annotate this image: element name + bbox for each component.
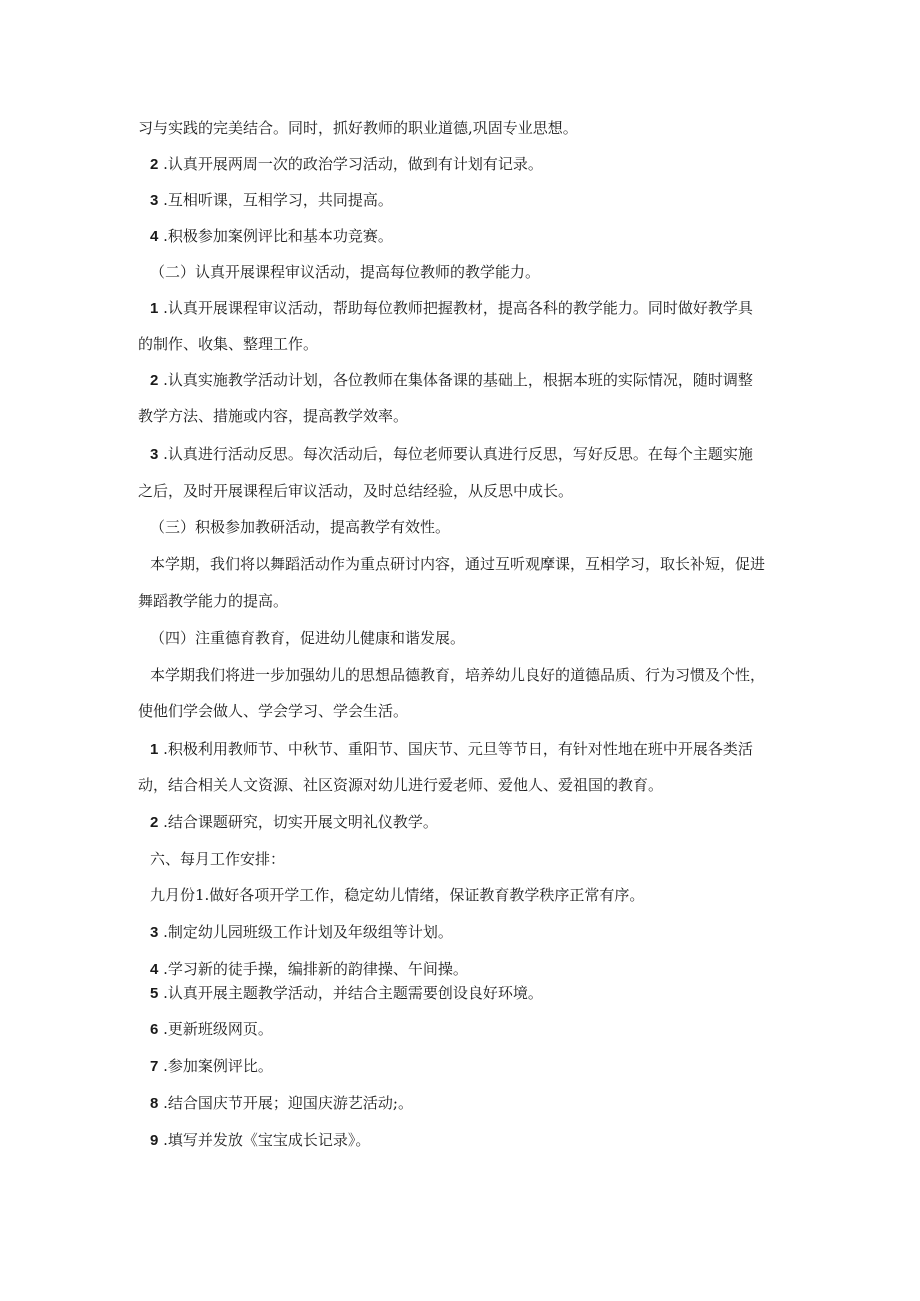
list-item-2 [150,154,543,175]
item-number: 5 [150,985,159,1002]
list-item-9 [150,1130,370,1151]
item-number: 2 [150,814,159,831]
list-item-4 [150,959,468,980]
item-number: 1 [150,741,159,758]
paragraph-line: 九月份1.做好各项开学工作，稳定幼儿情绪，保证教育教学秩序正常有序。 [150,886,645,904]
item-number: 9 [150,1132,159,1149]
item-number: 3 [150,192,159,209]
item-number: 4 [150,228,159,245]
text-line-continued: 教学方法、措施或内容，提高教学效率。 [138,407,409,425]
item-text: .填写并发放《宝宝成长记录》。 [163,1131,371,1149]
section-heading-4: （四）注重德育教育，促进幼儿健康和谐发展。 [150,629,466,647]
item-text: .制定幼儿园班级工作计划及年级组等计划。 [163,923,453,941]
list-item-8 [150,1093,413,1114]
section-heading-3: （三）积极参加教研活动，提高教学有效性。 [150,518,451,536]
item-number: 2 [150,372,159,389]
list-item-3 [150,444,753,465]
list-item-1 [150,298,753,319]
item-text: .认真开展课程审议活动，帮助每位教师把握教材，提高各科的教学能力。同时做好教学具 [163,299,753,317]
text-line-1: 习与实践的完美结合。同时，抓好教师的职业道德,巩固专业思想。 [138,119,578,137]
list-item-6 [150,1019,273,1040]
section-heading-2: （二）认真开展课程审议活动，提高每位教师的教学能力。 [150,263,541,281]
list-item-2 [150,370,753,391]
item-text: .结合国庆节开展；迎国庆游艺活动;。 [163,1094,413,1112]
item-text: .认真开展两周一次的政治学习活动，做到有计划有记录。 [163,155,543,173]
item-number: 3 [150,924,159,941]
list-item-1 [150,739,753,760]
item-text: .参加案例评比。 [163,1057,273,1075]
list-item-5 [150,983,543,1004]
list-item-7 [150,1056,273,1077]
item-number: 7 [150,1058,159,1075]
item-text: .认真实施教学活动计划，各位教师在集体备课的基础上，根据本班的实际情况，随时调整 [163,371,753,389]
item-number: 1 [150,300,159,317]
item-text: .更新班级网页。 [163,1020,273,1038]
item-text: .积极参加案例评比和基本功竞赛。 [163,227,393,245]
list-item-3 [150,922,453,943]
item-number: 2 [150,156,159,173]
list-item-4 [150,226,393,247]
item-number: 8 [150,1095,159,1112]
item-text: .结合课题研究，切实开展文明礼仪教学。 [163,813,438,831]
item-number: 6 [150,1021,159,1038]
item-text: .互相听课，互相学习，共同提高。 [163,191,393,209]
item-text: .积极利用教师节、中秋节、重阳节、国庆节、元旦等节日，有针对性地在班中开展各类活 [163,740,753,758]
text-line-continued: 舞蹈教学能力的提高。 [138,592,289,610]
item-text: .学习新的徒手操，编排新的韵律操、午间操。 [163,960,468,978]
list-item-3 [150,190,393,211]
list-item-2 [150,812,438,833]
text-line-continued: 动，结合相关人文资源、社区资源对幼儿进行爱老师、爱他人、爱祖国的教育。 [138,776,664,794]
text-line-continued: 的制作、收集、整理工作。 [138,335,319,353]
item-text: .认真进行活动反思。每次活动后，每位老师要认真进行反思，写好反思。在每个主题实施 [163,445,753,463]
text-line-continued: 之后，及时开展课程后审议活动，及时总结经验，从反思中成长。 [138,482,574,500]
paragraph-line: 本学期，我们将以舞蹈活动作为重点研讨内容，通过互听观摩课，互相学习，取长补短，促进 [150,555,766,573]
section-heading-6: 六、每月工作安排： [150,850,286,868]
text-line-continued: 使他们学会做人、学会学习、学会生活。 [138,702,409,720]
item-text: .认真开展主题教学活动，并结合主题需要创设良好环境。 [163,984,543,1002]
paragraph-line: 本学期我们将进一步加强幼儿的思想品德教育，培养幼儿良好的道德品质、行为习惯及个性， [150,666,766,684]
item-number: 3 [150,446,159,463]
item-number: 4 [150,961,159,978]
